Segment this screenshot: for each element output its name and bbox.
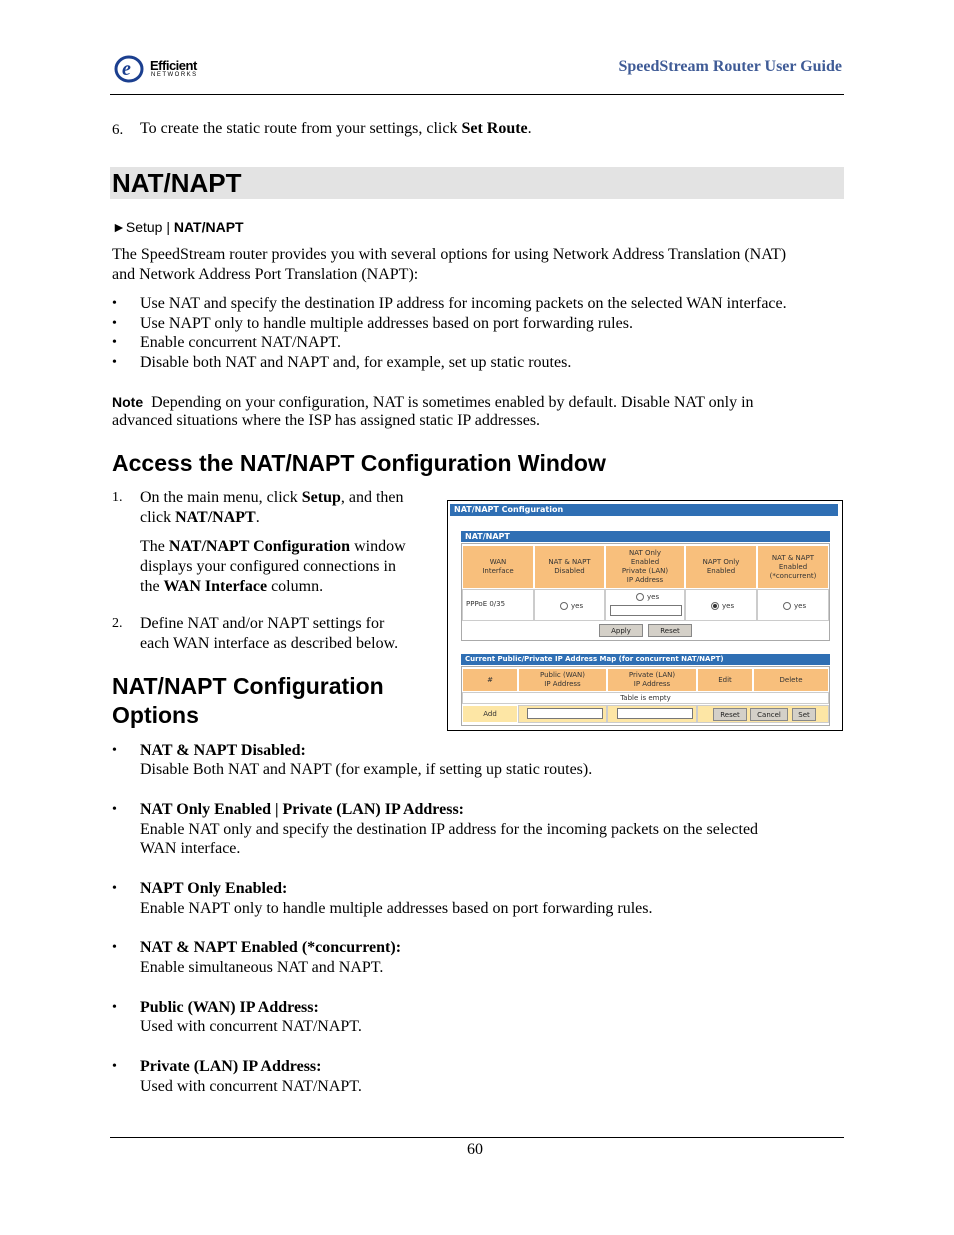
para-text-c: window xyxy=(350,538,406,555)
bullet-dot: • xyxy=(112,940,117,955)
nav-path-setup: Setup | xyxy=(125,219,174,235)
header-label: Public (WAN) IP Address xyxy=(540,671,585,688)
row-disabled[interactable] xyxy=(534,589,605,621)
private-ip-input[interactable] xyxy=(610,605,682,616)
radio-label: yes xyxy=(794,602,807,610)
step6-text xyxy=(140,119,532,139)
header-label: NAT & NAPT Enabled (*concurrent) xyxy=(769,553,817,580)
header-concurrent xyxy=(757,545,829,589)
window-title-bar: NAT/NAPT Configuration xyxy=(450,504,838,516)
header-label: NAT Only Enabled Private (LAN) IP Address xyxy=(621,549,669,584)
note-label: Note xyxy=(112,394,144,410)
para-line-1 xyxy=(140,537,406,557)
section-title: NAT/NAPT xyxy=(112,168,242,198)
option-label-text: NAT & NAPT Disabled: xyxy=(140,742,306,759)
para-line-2: displays your configured connections in xyxy=(140,558,396,575)
bullet-dot: • xyxy=(112,802,117,817)
interface-name: PPPoE 0/35 xyxy=(466,600,506,608)
header-label: WAN Interface xyxy=(482,558,514,575)
para-text-a: The xyxy=(140,538,169,555)
radio-concurrent[interactable] xyxy=(783,602,791,610)
list-item: Enable concurrent NAT/NAPT. xyxy=(140,334,341,351)
option-label xyxy=(140,938,401,958)
step1-text-d: click xyxy=(140,509,176,526)
bullet-dot: • xyxy=(112,743,117,758)
option-desc: Used with concurrent NAT/NAPT. xyxy=(140,1078,362,1095)
radio-label: yes xyxy=(571,602,584,610)
panel2-title: Current Public/Private IP Address Map (for concurrent NAT/NAPT) xyxy=(461,654,830,665)
para-text-wan: WAN Interface xyxy=(163,578,268,595)
options-title-line-2: Options xyxy=(112,702,199,728)
nav-path-natnapt: NAT/NAPT xyxy=(173,219,244,235)
radio-label: yes xyxy=(722,602,735,610)
footer-rule xyxy=(110,1137,844,1138)
option-label xyxy=(140,879,287,899)
list-item: Use NAT and specify the destination IP address for incoming packets on the selected WAN interface. xyxy=(140,295,787,312)
list-item: Disable both NAT and NAPT and, for example, set up static routes. xyxy=(140,354,572,371)
logo xyxy=(114,52,214,84)
step1-line-1 xyxy=(140,488,404,508)
intro-line-2: and Network Address Port Translation (NAPT): xyxy=(112,266,419,283)
private-ip-add-input[interactable] xyxy=(617,708,693,719)
step6-text-plain: To create the static route from your settings, click xyxy=(140,120,462,137)
empty-table-row xyxy=(462,692,829,704)
option-label xyxy=(140,998,319,1018)
options-title-line-1: NAT/NAPT Configuration xyxy=(112,673,384,699)
public-ip-add-input[interactable] xyxy=(527,708,603,719)
option-label xyxy=(140,800,464,820)
option-desc: Disable Both NAT and NAPT (for example, if setting up static routes). xyxy=(140,761,593,778)
header-nat-napt-disabled xyxy=(534,545,605,589)
note-text-1: Depending on your configuration, NAT is sometimes enabled by default. Disable NAT only in xyxy=(151,394,754,411)
step2-line-2: each WAN interface as described below. xyxy=(140,635,399,652)
step1-text-a: On the main menu, click xyxy=(140,489,302,506)
step6-text-end: . xyxy=(527,120,532,137)
empty-table-text: Table is empty xyxy=(620,694,671,702)
header2-delete xyxy=(753,668,829,692)
add-cancel-button[interactable]: Cancel xyxy=(750,708,788,721)
option-desc: Used with concurrent NAT/NAPT. xyxy=(140,1018,362,1035)
step1-line-2 xyxy=(140,508,260,528)
option-label-text: NAT Only Enabled | Private (LAN) IP Address: xyxy=(140,801,464,818)
bullet-dot: • xyxy=(112,1059,117,1074)
logo-sub-text: NETWORKS xyxy=(151,72,198,78)
bullet-dot: • xyxy=(112,881,117,896)
option-label-text: NAT & NAPT Enabled (*concurrent): xyxy=(140,939,402,956)
access-title: Access the NAT/NAPT Configuration Window xyxy=(112,450,606,476)
bullet-dot: • xyxy=(112,1000,117,1015)
header2-number xyxy=(462,668,518,692)
intro-line-1: The SpeedStream router provides you with several options for using Network Address Translation (NAT) xyxy=(112,246,787,263)
header2-edit xyxy=(697,668,753,692)
logo-main-text: Efficient xyxy=(150,58,197,73)
header-wan-interface xyxy=(462,545,534,589)
step1-number: 1. xyxy=(112,490,123,505)
option-label-text: Public (WAN) IP Address: xyxy=(140,999,319,1016)
row-concurrent[interactable] xyxy=(757,589,829,621)
bullet-dot: • xyxy=(112,355,117,370)
header-nat-only xyxy=(605,545,685,589)
add-reset-button[interactable]: Reset xyxy=(713,708,747,721)
svg-text:e: e xyxy=(122,58,131,80)
step1-text-f: . xyxy=(255,509,260,526)
step2-line-1: Define NAT and/or NAPT settings for xyxy=(140,615,385,632)
apply-button[interactable]: Apply xyxy=(599,624,643,637)
add-set-button[interactable]: Set xyxy=(792,708,816,721)
row-napt-only[interactable] xyxy=(685,589,757,621)
nat-config-screenshot xyxy=(447,500,843,731)
header-label: Edit xyxy=(718,675,732,684)
option-label-text: NAPT Only Enabled: xyxy=(140,880,288,897)
option-desc-2: WAN interface. xyxy=(140,840,241,857)
header-napt-only xyxy=(685,545,757,589)
option-label-text: Private (LAN) IP Address: xyxy=(140,1058,322,1075)
radio-disabled[interactable] xyxy=(560,602,568,610)
bullet-dot: • xyxy=(112,335,117,350)
radio-nat-only[interactable] xyxy=(636,593,644,601)
step6-number: 6. xyxy=(112,122,124,138)
header-label: Delete xyxy=(779,675,803,684)
option-label xyxy=(140,741,306,761)
header-label: Private (LAN) IP Address xyxy=(628,671,676,688)
bullet-dot: • xyxy=(112,296,117,311)
para-text-bold: NAT/NAPT Configuration xyxy=(168,538,351,555)
page-number: 60 xyxy=(467,1141,483,1158)
panel1-title: NAT/NAPT xyxy=(461,531,830,542)
efficient-logo-icon xyxy=(114,52,146,84)
nav-arrow-icon: ► xyxy=(112,219,126,235)
nav-path xyxy=(112,218,244,236)
option-label xyxy=(140,1057,321,1077)
header-label: # xyxy=(487,675,493,684)
para-line-3 xyxy=(140,577,323,597)
header-label: NAPT Only Enabled xyxy=(702,558,740,575)
header-rule xyxy=(110,94,844,95)
radio-napt-only[interactable] xyxy=(711,602,719,610)
para-text-e: the xyxy=(140,578,164,595)
header-label: NAT & NAPT Disabled xyxy=(548,558,591,575)
row-interface xyxy=(462,589,534,621)
option-desc: Enable simultaneous NAT and NAPT. xyxy=(140,959,384,976)
step2-number: 2. xyxy=(112,616,123,631)
option-desc: Enable NAPT only to handle multiple addresses based on port forwarding rules. xyxy=(140,900,653,917)
bullet-dot: • xyxy=(112,316,117,331)
step6-text-bold: Set Route xyxy=(461,120,528,137)
option-desc: Enable NAT only and specify the destination IP address for the incoming packets on the selected xyxy=(140,821,759,838)
step1-text-c: , and then xyxy=(340,489,404,506)
step1-text-setup: Setup xyxy=(301,489,341,506)
note-line-1 xyxy=(112,392,754,413)
step1-text-natnapt: NAT/NAPT xyxy=(175,509,256,526)
header2-public-ip xyxy=(518,668,607,692)
add-label: Add xyxy=(483,709,497,718)
header2-private-ip xyxy=(607,668,697,692)
list-item: Use NAPT only to handle multiple addresses based on port forwarding rules. xyxy=(140,315,633,332)
note-line-2: advanced situations where the ISP has assigned static IP addresses. xyxy=(112,412,541,429)
reset-button[interactable]: Reset xyxy=(648,624,692,637)
add-row-label xyxy=(462,705,518,723)
radio-label: yes xyxy=(647,593,660,601)
para-text-g: column. xyxy=(267,578,324,595)
header-title: SpeedStream Router User Guide xyxy=(618,58,842,75)
